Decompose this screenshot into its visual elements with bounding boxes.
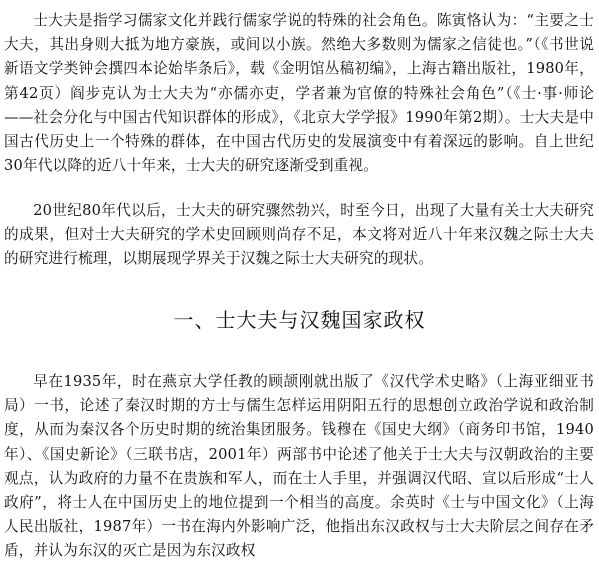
section-heading: 一、士大夫与汉魏国家政权 xyxy=(173,308,426,332)
paragraph-section-body: 早在1935年，时在燕京大学任教的顾颉刚就出版了《汉代学术史略》（上海亚细亚书局）一书，论述了秦汉时期的方士与儒生怎样运用阴阳五行的思想创立政治学说和政治制度，从而为秦汉各个历史时期的统治集团服务。钱穆在《国史大纲》（商务印书馆，1940年）、《国史新论》（三联书店，2001年）两部书中论述了他关于士大夫与汉朝政治的主要观点，认为政府的力量不在贵族和军人，而在士人手里，并强调汉代昭、宣以后形成“士人政府”，将士人在中国历史上的地位提到一个相当的高度。余英时《士与中国文化》（上海人民出版社，1987年）一书在海内外影响广泛，他指出东汉政权与士大夫阶层之间存在矛盾，并认为东汉的灭亡是因为东汉政权 xyxy=(4,373,594,560)
paragraph-intro: 士大夫是指学习儒家文化并践行儒家学说的特殊的社会角色。陈寅恪认为：“主要之士大夫，其出身则大抵为地方豪族，或间以小族。然绝大多数则为儒家之信徒也。”（《书世说新语文学类钟会撰四本论始毕条后》，载《金明馆丛稿初编》，上海古籍出版社，1980年，第42页）阎步克认为士大夫为“亦儒亦吏，学者兼为官僚的特殊社会角色”（《士·事·师论——社会分化与中国古代知识群体的形成》，《北京大学学报》1990年第2期）。士大夫是中国古代历史上一个特殊的群体，在中国古代历史的发展演变中有着深远的影响。自上世纪30年代以降的近八十年来，士大夫的研究逐渐受到重视。 xyxy=(4,12,594,175)
paragraph-scope: 20世纪80年代以后，士大夫的研究骤然勃兴，时至今日，出现了大量有关士大夫研究的成果，但对士大夫研究的学术史回顾则尚存不足，本文将对近八十年来汉魏之际士大夫的研究进行梳理，以期展现学界关于汉魏之际士大夫研究的现状。 xyxy=(4,202,594,268)
